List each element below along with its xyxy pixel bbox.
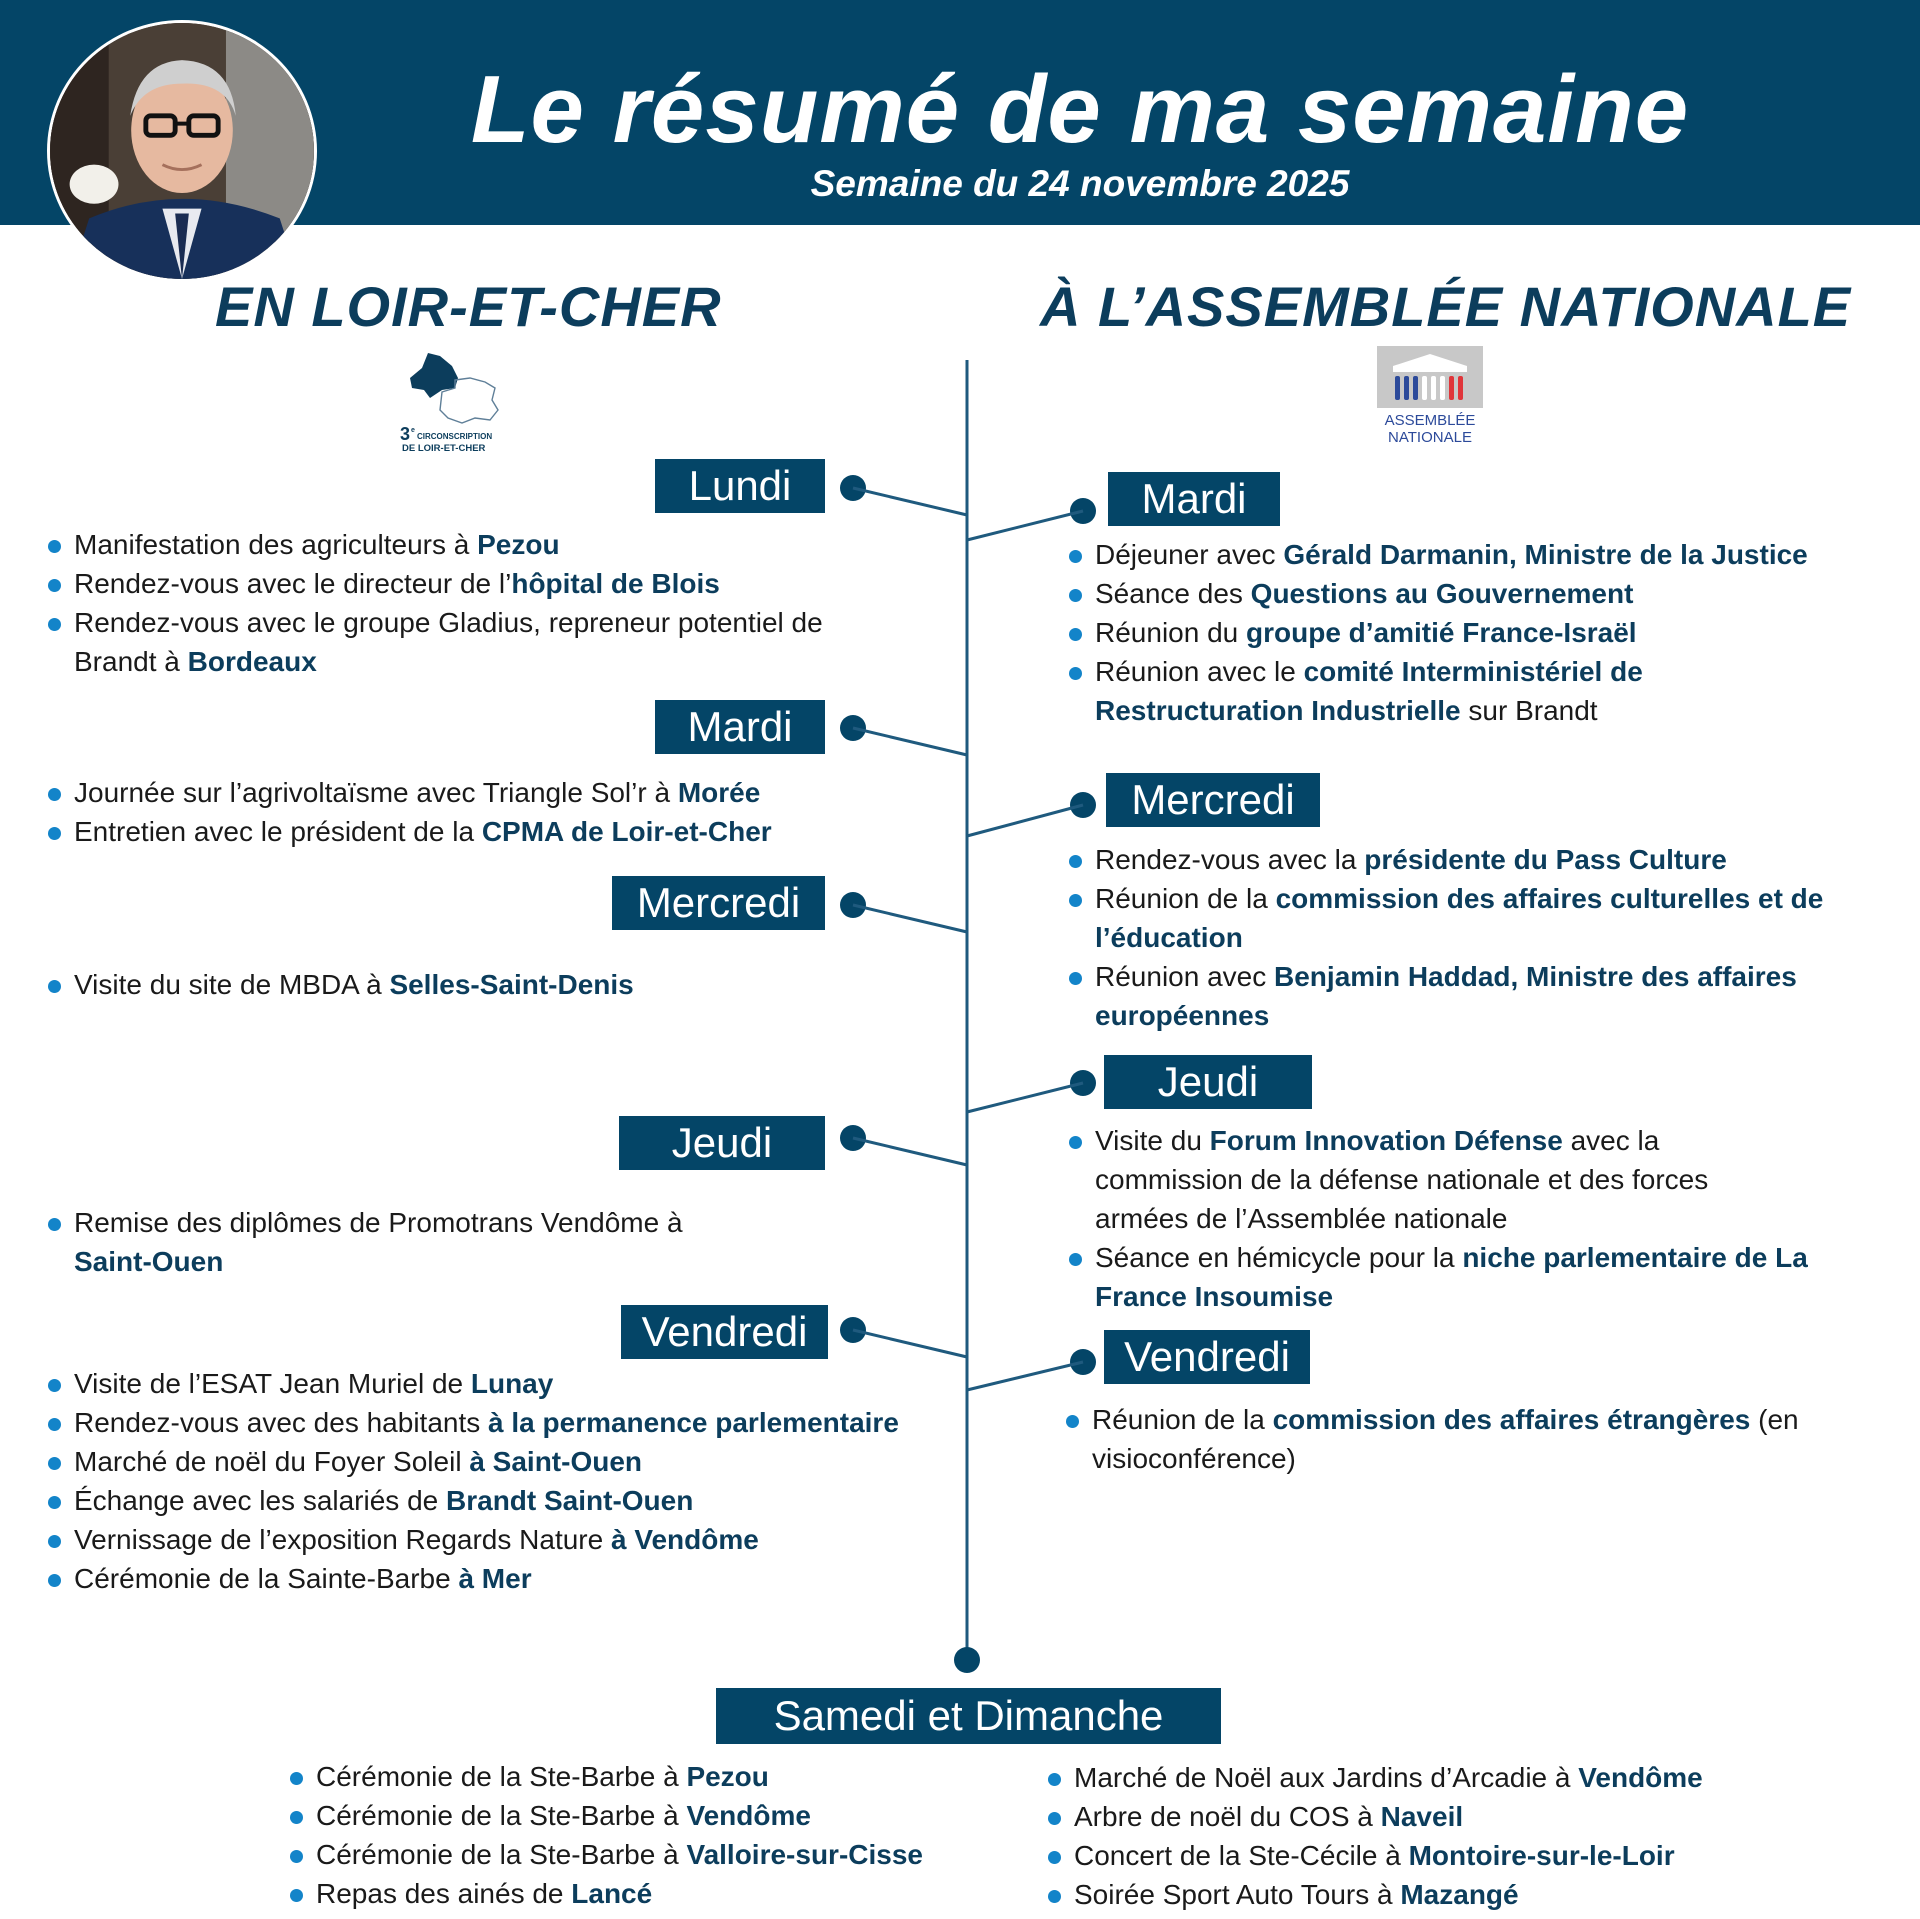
item-highlight: Selles-Saint-Denis bbox=[389, 969, 634, 1000]
right-mercredi-list bbox=[1069, 840, 1859, 1035]
day-label-left-jeudi: Jeudi bbox=[619, 1116, 825, 1170]
day-label-left-mardi: Mardi bbox=[655, 700, 825, 754]
list-item bbox=[1066, 1400, 1846, 1478]
day-label-right-vendredi: Vendredi bbox=[1104, 1330, 1310, 1384]
item-highlight: commission des affaires culturelles et de l’éducation bbox=[1095, 883, 1824, 953]
item-highlight: Saint-Ouen bbox=[74, 1246, 224, 1277]
item-text: Vernissage de l’exposition Regards Nature bbox=[74, 1524, 611, 1555]
list-item bbox=[1069, 652, 1859, 730]
item-text: Marché de noël du Foyer Soleil bbox=[74, 1446, 470, 1477]
list-item bbox=[1069, 535, 1859, 574]
list-item bbox=[48, 965, 868, 1004]
list-item bbox=[1069, 1238, 1809, 1316]
item-text: Remise des diplômes de Promotrans Vendôme à bbox=[74, 1207, 683, 1238]
right-connector-vendredi bbox=[967, 1349, 1096, 1390]
item-highlight: CPMA de Loir-et-Cher bbox=[481, 816, 772, 847]
item-text: Séance en hémicycle pour la bbox=[1095, 1242, 1463, 1273]
left-connector-jeudi bbox=[840, 1125, 967, 1165]
day-label-right-mercredi: Mercredi bbox=[1106, 773, 1320, 827]
item-text: Arbre de noël du COS à bbox=[1074, 1801, 1381, 1832]
portrait-illustration bbox=[50, 23, 314, 279]
portrait-photo bbox=[47, 20, 317, 282]
item-highlight: Benjamin Haddad, Ministre des affaires européennes bbox=[1095, 961, 1797, 1031]
item-text: Cérémonie de la Ste-Barbe à bbox=[316, 1761, 687, 1792]
item-highlight: Mazangé bbox=[1400, 1879, 1519, 1910]
list-item bbox=[48, 1364, 948, 1403]
item-highlight: Forum Innovation Défense bbox=[1209, 1125, 1563, 1156]
item-highlight: commission des affaires étrangères bbox=[1272, 1404, 1751, 1435]
item-text: Réunion de la bbox=[1092, 1404, 1273, 1435]
timeline-end-dot bbox=[954, 1647, 980, 1673]
day-label-left-vendredi: Vendredi bbox=[621, 1305, 828, 1359]
day-label-right-jeudi: Jeudi bbox=[1104, 1055, 1312, 1109]
item-text: Réunion du bbox=[1095, 617, 1247, 648]
item-text-after: sur Brandt bbox=[1460, 695, 1598, 726]
item-text: Rendez-vous avec le directeur de l’ bbox=[74, 568, 512, 599]
item-highlight: Valloire-sur-Cisse bbox=[686, 1839, 923, 1870]
item-text: Rendez-vous avec des habitants bbox=[74, 1407, 489, 1438]
list-item bbox=[1048, 1836, 1878, 1875]
item-highlight: Vendôme bbox=[686, 1800, 811, 1831]
list-item bbox=[1069, 574, 1859, 613]
list-item bbox=[48, 1559, 948, 1598]
item-text: Marché de Noël aux Jardins d’Arcadie à bbox=[1074, 1762, 1579, 1793]
item-text: Échange avec les salariés de bbox=[74, 1485, 446, 1516]
item-highlight: Questions au Gouvernement bbox=[1250, 578, 1634, 609]
item-text: Entretien avec le président de la bbox=[74, 816, 482, 847]
item-text: Séance des bbox=[1095, 578, 1251, 609]
item-highlight: Morée bbox=[677, 777, 761, 808]
left-connector-mardi bbox=[840, 715, 967, 755]
item-text: Manifestation des agriculteurs à bbox=[74, 529, 478, 560]
list-item bbox=[48, 1203, 758, 1281]
page-title: Le résumé de ma semaine bbox=[470, 56, 1690, 163]
svg-text:3: 3 bbox=[400, 424, 411, 444]
item-text: Réunion avec le bbox=[1095, 656, 1304, 687]
day-label-left-mercredi: Mercredi bbox=[612, 876, 825, 930]
right-mardi-list bbox=[1069, 535, 1859, 730]
item-text: Cérémonie de la Ste-Barbe à bbox=[316, 1839, 687, 1870]
item-text: Visite du site de MBDA à bbox=[74, 969, 390, 1000]
item-highlight: Pezou bbox=[477, 529, 560, 560]
item-highlight: Montoire-sur-le-Loir bbox=[1408, 1840, 1675, 1871]
day-label-weekend: Samedi et Dimanche bbox=[716, 1688, 1221, 1744]
list-item bbox=[48, 1403, 948, 1442]
list-item bbox=[1069, 957, 1859, 1035]
list-item bbox=[48, 1442, 948, 1481]
list-item bbox=[1048, 1797, 1878, 1836]
item-text: Cérémonie de la Ste-Barbe à bbox=[316, 1800, 687, 1831]
svg-text:NATIONALE: NATIONALE bbox=[1388, 429, 1472, 446]
day-label-right-mardi: Mardi bbox=[1108, 472, 1280, 526]
item-highlight: Pezou bbox=[686, 1761, 769, 1792]
item-text: Soirée Sport Auto Tours à bbox=[1074, 1879, 1401, 1910]
item-text: Journée sur l’agrivoltaïsme avec Triangle Sol’r à bbox=[74, 777, 678, 808]
item-highlight: Vendôme bbox=[1578, 1762, 1703, 1793]
list-item bbox=[48, 812, 868, 851]
left-connector-mercredi bbox=[840, 892, 967, 932]
right-jeudi-list bbox=[1069, 1121, 1809, 1316]
svg-text:CIRCONSCRIPTION: CIRCONSCRIPTION bbox=[417, 432, 493, 441]
item-highlight: Bordeaux bbox=[187, 646, 317, 677]
item-highlight: présidente du Pass Culture bbox=[1364, 844, 1727, 875]
list-item bbox=[290, 1757, 990, 1796]
loir-et-cher-map-icon bbox=[400, 348, 520, 458]
left-connector-vendredi bbox=[840, 1317, 967, 1357]
item-highlight: Naveil bbox=[1380, 1801, 1464, 1832]
right-connector-mardi bbox=[967, 498, 1096, 540]
list-item bbox=[48, 564, 868, 603]
svg-text:e: e bbox=[411, 427, 415, 434]
svg-text:ASSEMBLÉE: ASSEMBLÉE bbox=[1384, 412, 1476, 429]
list-item bbox=[290, 1835, 990, 1874]
list-item bbox=[1069, 879, 1859, 957]
item-highlight: groupe d’amitié France-Israël bbox=[1246, 617, 1637, 648]
page-subtitle: Semaine du 24 novembre 2025 bbox=[810, 163, 1350, 204]
list-item bbox=[48, 773, 868, 812]
left-mercredi-list bbox=[48, 965, 868, 1004]
item-highlight: à la permanence parlementaire bbox=[488, 1407, 899, 1438]
section-title-assemblee: À L’ASSEMBLÉE NATIONALE bbox=[1040, 275, 1852, 338]
item-text: Cérémonie de la Sainte-Barbe bbox=[74, 1563, 459, 1594]
weekend-left-list bbox=[290, 1757, 990, 1913]
item-highlight: comité Interministériel de Restructuration Industrielle bbox=[1095, 656, 1643, 726]
assemblee-building-icon bbox=[1375, 346, 1485, 446]
item-text: Rendez-vous avec la bbox=[1095, 844, 1365, 875]
item-text-after: (en visioconférence) bbox=[1092, 1404, 1799, 1474]
list-item bbox=[1069, 1121, 1809, 1238]
right-connector-mercredi bbox=[967, 792, 1096, 836]
item-text: Rendez-vous avec le groupe Gladius, repreneur potentiel de Brandt à bbox=[74, 607, 823, 677]
list-item bbox=[48, 1481, 948, 1520]
left-jeudi-list bbox=[48, 1203, 758, 1281]
right-connector-jeudi bbox=[967, 1070, 1096, 1112]
item-highlight: à Saint-Ouen bbox=[469, 1446, 643, 1477]
item-text: Déjeuner avec bbox=[1095, 539, 1284, 570]
svg-text:DE LOIR-ET-CHER: DE LOIR-ET-CHER bbox=[402, 443, 486, 454]
item-text: Concert de la Ste-Cécile à bbox=[1074, 1840, 1409, 1871]
list-item bbox=[290, 1796, 990, 1835]
list-item bbox=[48, 1520, 948, 1559]
list-item bbox=[1048, 1875, 1878, 1914]
item-text: Réunion avec bbox=[1095, 961, 1275, 992]
item-highlight: Lancé bbox=[571, 1878, 653, 1909]
section-title-loir-et-cher: EN LOIR-ET-CHER bbox=[215, 275, 722, 338]
item-highlight: à Mer bbox=[458, 1563, 532, 1594]
item-highlight: niche parlementaire de La France Insoumise bbox=[1095, 1242, 1808, 1312]
item-highlight: Brandt Saint-Ouen bbox=[446, 1485, 694, 1516]
item-text: Visite de l’ESAT Jean Muriel de bbox=[74, 1368, 471, 1399]
weekend-right-list bbox=[1048, 1758, 1878, 1914]
list-item bbox=[1069, 613, 1859, 652]
item-text: Réunion de la bbox=[1095, 883, 1276, 914]
list-item bbox=[290, 1874, 990, 1913]
list-item bbox=[48, 525, 868, 564]
circonscription-logo bbox=[400, 348, 520, 458]
item-text: Visite du bbox=[1095, 1125, 1210, 1156]
left-mardi-list bbox=[48, 773, 868, 851]
left-connector-lundi bbox=[840, 475, 967, 515]
list-item bbox=[1069, 840, 1859, 879]
item-text: Repas des ainés de bbox=[316, 1878, 572, 1909]
list-item bbox=[48, 603, 868, 681]
item-text-after: avec la commission de la défense nationale et des forces armées de l’Assemblée nationale bbox=[1095, 1125, 1709, 1234]
item-highlight: à Vendôme bbox=[610, 1524, 759, 1555]
day-label-left-lundi: Lundi bbox=[655, 459, 825, 513]
left-lundi-list bbox=[48, 525, 868, 681]
item-highlight: hôpital de Blois bbox=[511, 568, 720, 599]
item-highlight: Lunay bbox=[470, 1368, 554, 1399]
right-vendredi-list bbox=[1066, 1400, 1846, 1478]
list-item bbox=[1048, 1758, 1878, 1797]
item-highlight: Gérald Darmanin, Ministre de la Justice bbox=[1283, 539, 1808, 570]
assemblee-nationale-logo bbox=[1375, 346, 1485, 446]
left-vendredi-list bbox=[48, 1364, 948, 1598]
